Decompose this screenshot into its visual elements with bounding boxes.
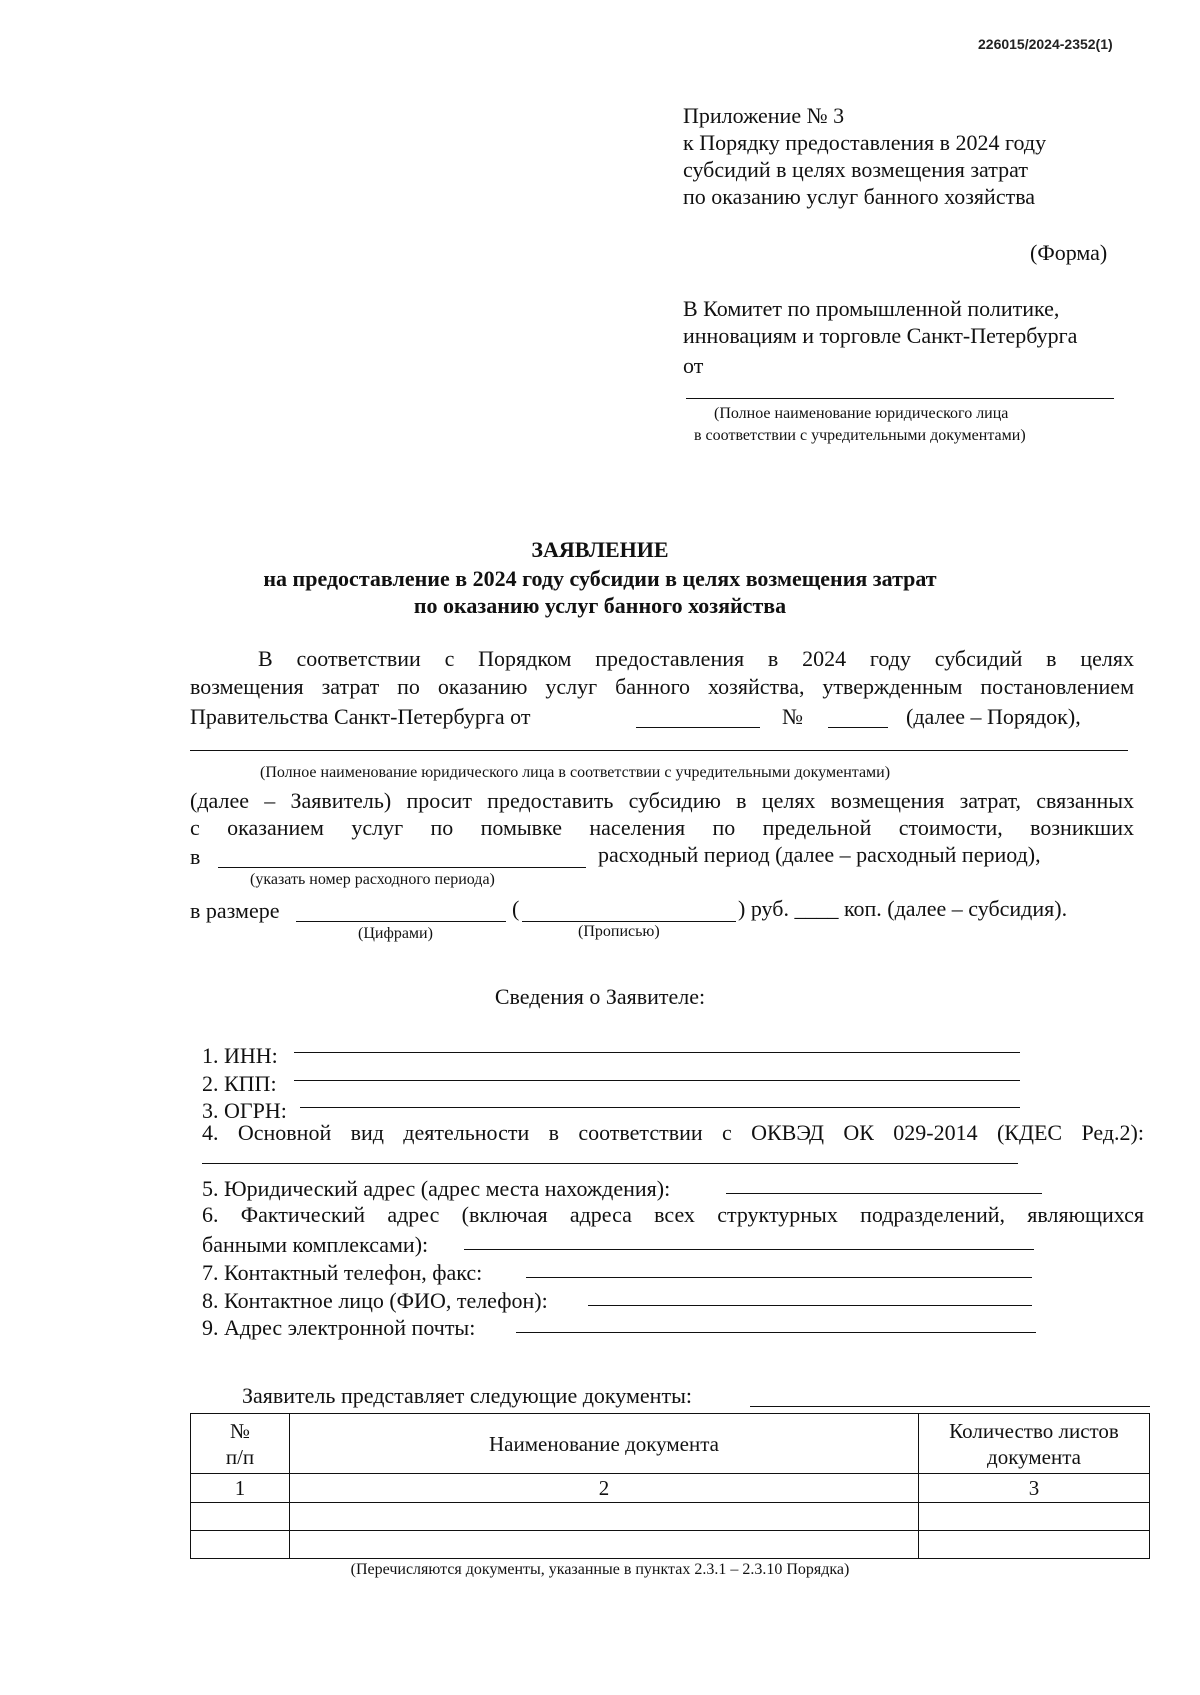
title-sub-2: по оказанию услуг банного хозяйства: [413, 593, 787, 618]
from-name-line: [686, 398, 1114, 399]
field-legal-address-label: 5. Юридический адрес (адрес места нахождения):: [202, 1176, 671, 1201]
header-sheet-count-line-1: Количество листов: [949, 1418, 1119, 1443]
applicant-name-caption: (Полное наименование юридического лица в соответствии с учредительными документами): [260, 764, 891, 781]
table-row: [191, 1503, 1150, 1531]
applicant-header: Сведения о Заявителе:: [494, 984, 706, 1009]
amount-digits-line: [296, 921, 506, 922]
title-main: ЗАЯВЛЕНИЕ: [531, 537, 669, 562]
table-cell: [191, 1503, 290, 1531]
documents-intro-line: [750, 1406, 1150, 1407]
field-ogrn-label: 3. ОГРН:: [202, 1098, 287, 1123]
amount-suffix: ) руб. ____ коп. (далее – субсидия).: [738, 896, 1068, 921]
words-caption: (Прописью): [578, 923, 660, 940]
header-number: [191, 1414, 290, 1474]
field-kpp-label: 2. КПП:: [202, 1071, 277, 1096]
documents-table: [190, 1413, 1150, 1559]
paragraph-1-line-3a: Правительства Санкт-Петербурга от: [190, 704, 531, 729]
field-contact-label: 8. Контактное лицо (ФИО, телефон):: [202, 1288, 548, 1313]
table-cell: [191, 1531, 290, 1559]
field-contact-line: [588, 1305, 1032, 1306]
column-number-2: 2: [290, 1474, 919, 1503]
paragraph-1-line-3c: (далее – Порядок),: [906, 704, 1081, 729]
paragraph-1-line-2: возмещения затрат по оказанию услуг банного хозяйства, утвержденным постановлением: [190, 674, 1134, 699]
appendix-line-1: Приложение № 3: [683, 103, 845, 128]
field-phone-line: [526, 1277, 1032, 1278]
digits-caption: (Цифрами): [358, 925, 433, 942]
paragraph-2-line-2: с оказанием услуг по помывке населения по предельной стоимости, возникших: [190, 815, 1134, 840]
column-number-3: 3: [919, 1474, 1150, 1503]
paragraph-2-line-3a: в: [190, 844, 201, 869]
field-actual-address-label-1: 6. Фактический адрес (включая адреса всех структурных подразделений, являющихся: [202, 1202, 1144, 1227]
addressee-line-2: инновациям и торговле Санкт-Петербурга: [683, 323, 1078, 348]
amount-prefix: в размере: [190, 898, 280, 923]
amount-open-paren: (: [512, 896, 520, 921]
header-number-line-1: №: [229, 1418, 251, 1443]
header-sheet-count-line-2: документа: [987, 1444, 1081, 1469]
table-cell: [290, 1503, 919, 1531]
appendix-line-3: субсидий в целях возмещения затрат: [683, 157, 1028, 182]
header-number-line-2: п/п: [225, 1444, 255, 1469]
documents-intro: Заявитель представляет следующие документы:: [242, 1383, 692, 1408]
date-line: [636, 727, 760, 728]
paragraph-2-line-1: (далее – Заявитель) просит предоставить субсидию в целях возмещения затрат, связанных: [190, 788, 1134, 813]
field-okved-label: 4. Основной вид деятельности в соответствии с ОКВЭД ОК 029-2014 (КДЕС Ред.2):: [202, 1120, 1144, 1145]
paragraph-1-line-3b: №: [782, 704, 803, 729]
applicant-name-line: [190, 750, 1128, 751]
table-row: [191, 1531, 1150, 1559]
field-inn-line: [294, 1052, 1020, 1053]
table-header-row: [191, 1414, 1150, 1474]
table-cell: [919, 1503, 1150, 1531]
paragraph-2-line-3b: расходный период (далее – расходный период),: [598, 842, 1041, 867]
field-inn-label: 1. ИНН:: [202, 1043, 278, 1068]
paragraph-1-line-1: В соответствии с Порядком предоставления в 2024 году субсидий в целях: [258, 646, 1134, 671]
field-email-label: 9. Адрес электронной почты:: [202, 1315, 476, 1340]
title-sub-1: на предоставление в 2024 году субсидии в целях возмещения затрат: [263, 566, 937, 591]
field-email-line: [516, 1332, 1036, 1333]
addressee-line-3: от: [683, 353, 704, 378]
field-actual-address-line: [464, 1249, 1034, 1250]
field-legal-address-line: [726, 1193, 1042, 1194]
period-line: [218, 867, 586, 868]
amount-words-line: [522, 921, 736, 922]
period-caption: (указать номер расходного периода): [250, 871, 495, 888]
header-sheet-count: [919, 1414, 1150, 1474]
number-line: [828, 727, 888, 728]
form-label: (Форма): [1030, 240, 1108, 265]
addressee-line-1: В Комитет по промышленной политике,: [683, 296, 1060, 321]
document-number: 226015/2024-2352(1): [978, 36, 1113, 52]
header-document-name: Наименование документа: [290, 1414, 919, 1474]
appendix-line-4: по оказанию услуг банного хозяйства: [683, 184, 1036, 209]
appendix-line-2: к Порядку предоставления в 2024 году: [683, 130, 1047, 155]
field-kpp-line: [294, 1080, 1020, 1081]
from-caption-2: в соответствии с учредительными документами): [694, 427, 1026, 444]
field-phone-label: 7. Контактный телефон, факс:: [202, 1260, 483, 1285]
documents-footnote: (Перечисляются документы, указанные в пунктах 2.3.1 – 2.3.10 Порядка): [350, 1561, 850, 1578]
field-okved-line: [202, 1163, 1018, 1164]
field-actual-address-label-2: банными комплексами):: [202, 1232, 429, 1257]
column-number-1: 1: [191, 1474, 290, 1503]
table-row: [191, 1474, 1150, 1503]
table-cell: [290, 1531, 919, 1559]
from-caption-1: (Полное наименование юридического лица: [714, 405, 1009, 422]
field-ogrn-line: [300, 1107, 1020, 1108]
table-cell: [919, 1531, 1150, 1559]
